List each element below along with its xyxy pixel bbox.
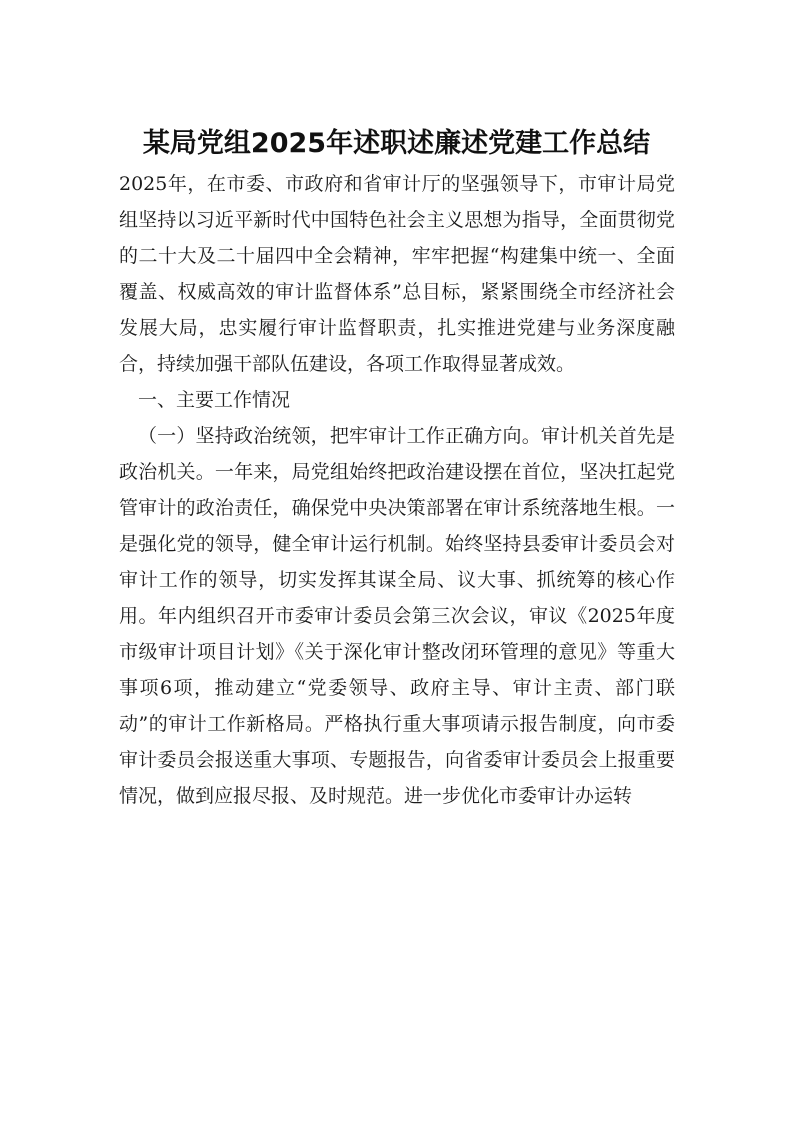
document-body xyxy=(119,166,675,814)
body-paragraph: （一）坚持政治统领，把牢审计工作正确方向。审计机关首先是政治机关。一年来，局党组始终把政治建设摆在首位，坚决扛起党管审计的政治责任，确保党中央决策部署在审计系统落地生根。一是强化党的领导，健全审计运行机制。始终坚持县委审计委员会对审计工作的领导，切实发挥其谋全局、议大事、抓统筹的核心作用。年内组织召开市委审计委员会第三次会议，审议《2025年度市级审计项目计划》《关于深化审计整改闭环管理的意见》等重大事项6项，推动建立“党委领导、政府主导、审计主责、部门联动”的审计工作新格局。严格执行重大事项请示报告制度，向市委审计委员会报送重大事项、专题报告，向省委审计委员会上报重要情况，做到应报尽报、及时规范。进一步优化市委审计办运转 xyxy=(119,425,675,807)
section-heading: 一、主要工作情况 xyxy=(138,389,291,411)
document-title: 某局党组2025年述职述廉述党建工作总结 xyxy=(142,128,651,159)
intro-paragraph: 2025年，在市委、市政府和省审计厅的坚强领导下，市审计局党组坚持以习近平新时代中国特色社会主义思想为指导，全面贯彻党的二十大及二十届四中全会精神，牢牢把握“构建集中统一、全面覆盖、权威高效的审计监督体系”总目标，紧紧围绕全市经济社会发展大局，忠实履行审计监督职责，扎实推进党建与业务深度融合，持续加强干部队伍建设，各项工作取得显著成效。 xyxy=(119,173,675,375)
